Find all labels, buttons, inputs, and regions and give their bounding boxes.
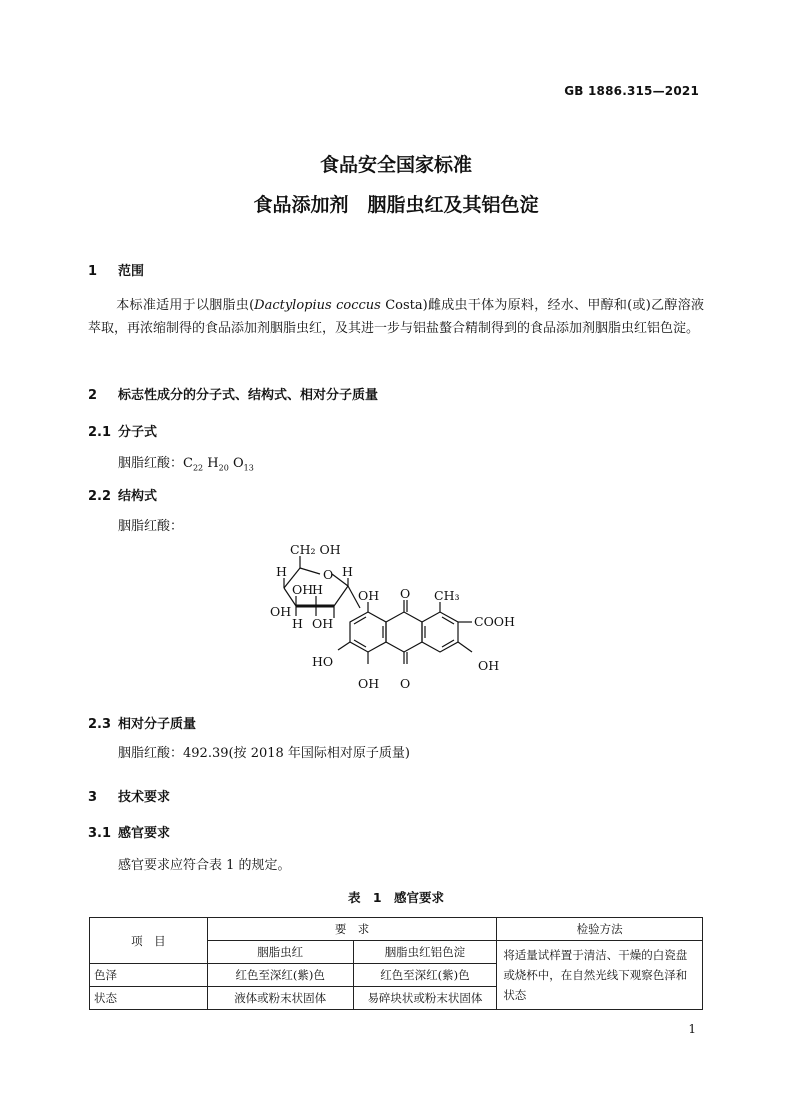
section-3-heading: 3 技术要求: [88, 790, 171, 805]
page-number: 1: [688, 1022, 696, 1036]
section-2-heading: 2 标志性成分的分子式、结构式、相对分子质量: [88, 388, 379, 403]
sensory-requirements-table: [89, 917, 703, 1010]
section-3-1-text: 感官要求应符合表 1 的规定。: [118, 858, 291, 873]
table-row: 色泽 红色至深红(紫)色 红色至深红(紫)色: [90, 964, 703, 987]
h-label: H: [292, 616, 303, 631]
oh-label: OH: [358, 676, 380, 691]
ring-oxygen-label: O: [323, 567, 334, 582]
ketone-oxygen-label: O: [400, 676, 411, 691]
ch3-label: CH₃: [434, 588, 460, 603]
ketone-oxygen-label: O: [400, 586, 411, 601]
h-label: H: [342, 564, 353, 579]
table-row: 状态 液体或粉末状固体 易碎块状或粉末状固体: [90, 987, 703, 1010]
method-cell: 将适量试样置于清洁、干燥的白瓷盘或烧杯中，在自然光线下观察色泽和状态: [497, 941, 703, 1010]
header-item: 项 目: [90, 918, 208, 964]
subheader-carmine-lake: 胭脂虫红铝色淀: [353, 941, 497, 964]
section-2-2-heading: 2.2 结构式: [88, 489, 158, 504]
molecular-formula: 胭脂红酸：$C_{22}$ $H_{20}$ $O_{13}$: [118, 456, 254, 473]
molecular-mass: 胭脂红酸：492.39(按 2018 年国际相对原子质量): [118, 746, 410, 761]
oh-label: OH: [478, 658, 500, 673]
header-method: 检验方法: [497, 918, 703, 941]
ch2oh-label: CH₂ OH: [290, 542, 341, 557]
oh-label: OH: [292, 582, 314, 597]
section-1-heading: 1 范围: [88, 264, 145, 279]
h-label: H: [312, 582, 323, 597]
oh-label: OH: [358, 588, 380, 603]
subheader-carmine: 胭脂虫红: [207, 941, 353, 964]
cooh-label: COOH: [474, 614, 515, 629]
title-line-1: 食品安全国家标准: [319, 154, 472, 176]
structure-label: 胭脂红酸：: [118, 519, 184, 534]
section-2-3-heading: 2.3 相对分子质量: [88, 717, 197, 732]
standard-number: GB 1886.315—2021: [564, 84, 699, 98]
ho-label: HO: [312, 654, 334, 669]
table-caption: 表 1 感官要求: [347, 890, 445, 905]
title-line-2: 食品添加剂 胭脂虫红及其铝色淀: [253, 194, 539, 216]
h-label: H: [276, 564, 287, 579]
oh-label: OH: [312, 616, 334, 631]
section-3-1-heading: 3.1 感官要求: [88, 826, 171, 841]
section-2-1-heading: 2.1 分子式: [88, 425, 158, 440]
section-1-paragraph: 本标准适用于以胭脂虫(Dactylopius coccus Costa)雌成虫干体为原料，经水、甲醇和(或)乙醇溶液萃取，再浓缩制得的食品添加剂胭脂虫红，及其进一步与铝盐螯合精制得到的食品添加剂胭脂虫红铝色淀。: [88, 298, 704, 336]
structural-formula: [262, 538, 532, 698]
header-requirements: 要 求: [207, 918, 497, 941]
oh-label: OH: [270, 604, 292, 619]
